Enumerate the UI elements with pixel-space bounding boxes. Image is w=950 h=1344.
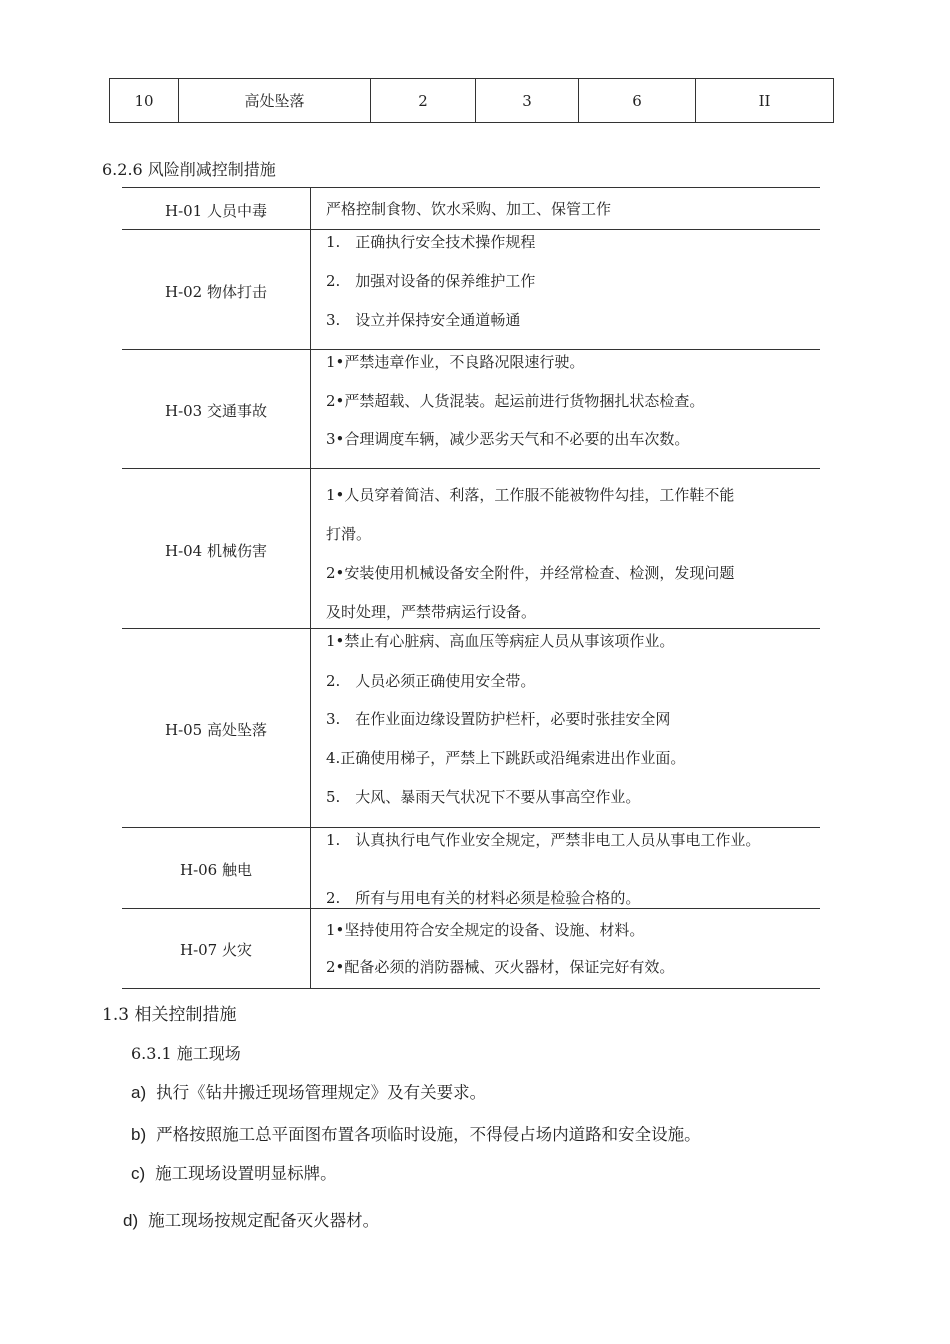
measure-line: 打滑。: [326, 525, 372, 543]
section-heading-626: 6.2.6 风险削减控制措施: [102, 160, 276, 179]
measure-line: 4.正确使用梯子，严禁上下跳跃或沿绳索进出作业面。: [326, 749, 686, 767]
measure-line: 1•禁止有心脏病、高血压等病症人员从事该项作业。: [326, 632, 675, 650]
measure-line: 5. 大风、暴雨天气状况下不要从事高空作业。: [326, 788, 641, 806]
list-item: [123, 1207, 379, 1231]
measure-line: 严格控制食物、饮水采购、加工、保管工作: [326, 200, 612, 218]
list-item-text: 执行《钻井搬迁现场管理规定》及有关要求。: [156, 1083, 487, 1102]
risk-number-cell: 10: [110, 79, 179, 123]
risk-value-cell: 6: [579, 79, 696, 123]
measure-line: 2. 所有与用电有关的材料必须是检验合格的。: [326, 889, 641, 907]
list-item: [131, 1160, 337, 1184]
list-item: [131, 1079, 486, 1103]
measure-line: 3. 设立并保持安全通道畅通: [326, 311, 521, 329]
risk-table: [109, 78, 834, 123]
table-border: [122, 908, 820, 909]
hazard-label: H-02 物体打击: [164, 283, 267, 301]
measure-line: 1•坚持使用符合安全规定的设备、设施、材料。: [326, 921, 645, 939]
hazard-label: H-05 高处坠落: [164, 721, 267, 739]
table-row: [110, 79, 834, 123]
table-border: [122, 229, 820, 230]
measure-line: 2•严禁超载、人货混装。起运前进行货物捆扎状态检查。: [326, 392, 705, 410]
measure-line: 2•安装使用机械设备安全附件，并经常检查、检测，发现问题: [326, 564, 735, 582]
list-item-label: b): [131, 1125, 147, 1144]
measure-line: 3•合理调度车辆，减少恶劣天气和不必要的出车次数。: [326, 430, 690, 448]
hazard-label: H-07 火灾: [179, 941, 252, 959]
measure-line: 及时处理，严禁带病运行设备。: [326, 603, 537, 621]
hazard-label: H-04 机械伤害: [164, 542, 267, 560]
table-border: [122, 628, 820, 629]
table-border: [122, 187, 820, 188]
table-border: [122, 827, 820, 828]
list-item-text: 严格按照施工总平面图布置各项临时设施，不得侵占场内道路和安全设施。: [156, 1125, 701, 1144]
risk-hazard-cell: 高处坠落: [179, 79, 371, 123]
measure-line: 3. 在作业面边缘设置防护栏杆，必要时张挂安全网: [326, 710, 671, 728]
measure-line: 2. 加强对设备的保养维护工作: [326, 272, 536, 290]
section-heading-13: 1.3 相关控制措施: [102, 1005, 237, 1025]
measure-line: 1. 认真执行电气作业安全规定，严禁非电工人员从事电工作业。: [326, 831, 761, 849]
list-item-label: d): [123, 1211, 139, 1230]
list-item-label: c): [131, 1164, 146, 1183]
measure-line: 2. 人员必须正确使用安全带。: [326, 672, 536, 690]
hazard-label: H-06 触电: [179, 861, 252, 879]
measure-line: 2•配备必须的消防器械、灭火器材，保证完好有效。: [326, 958, 675, 976]
risk-value-cell: 2: [371, 79, 476, 123]
section-heading-631: 6.3.1 施工现场: [131, 1044, 241, 1063]
list-item-text: 施工现场设置明显标牌。: [155, 1164, 337, 1183]
list-item-label: a): [131, 1083, 147, 1102]
measure-line: 1•严禁违章作业，不良路况限速行驶。: [326, 353, 585, 371]
measure-line: 1. 正确执行安全技术操作规程: [326, 233, 536, 251]
hazard-label: H-03 交通事故: [164, 402, 267, 420]
table-border: [122, 468, 820, 469]
table-column-divider: [310, 187, 311, 989]
risk-value-cell: 3: [476, 79, 579, 123]
table-border: [122, 988, 820, 989]
risk-level-cell: II: [696, 79, 834, 123]
list-item: [131, 1121, 701, 1145]
measure-line: 1•人员穿着简洁、利落，工作服不能被物件勾挂，工作鞋不能: [326, 486, 735, 504]
list-item-text: 施工现场按规定配备灭火器材。: [148, 1211, 380, 1230]
table-border: [122, 349, 820, 350]
hazard-label: H-01 人员中毒: [164, 202, 267, 220]
